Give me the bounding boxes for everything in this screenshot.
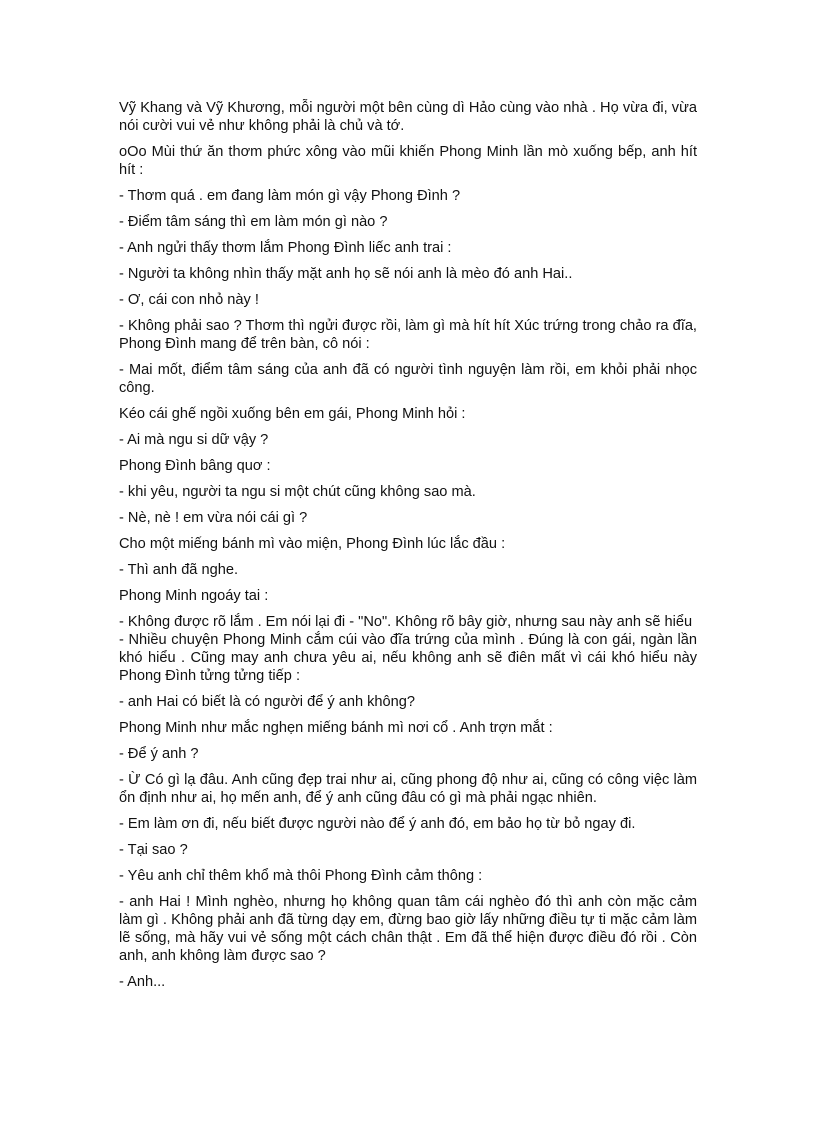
paragraph: Kéo cái ghế ngồi xuống bên em gái, Phong Minh hỏi : — [119, 406, 466, 422]
paragraph: Phong Minh ngoáy tai : — [119, 588, 269, 604]
paragraph: - Không phải sao ? Thơm thì ngửi được rồi, làm gì mà hít hít Xúc trứng trong chảo ra đĩa, Phong Đình mang để trên bàn, cô nói : — [119, 318, 697, 352]
paragraph: oOo Mùi thứ ăn thơm phức xông vào mũi khiến Phong Minh lần mò xuống bếp, anh hít hít : — [119, 144, 697, 178]
paragraph: - Ai mà ngu si dữ vậy ? — [119, 432, 269, 448]
paragraph: Phong Minh như mắc nghẹn miếng bánh mì nơi cổ . Anh trợn mắt : — [119, 720, 553, 736]
paragraph: - Để ý anh ? — [119, 746, 199, 762]
document-page — [119, 99, 697, 999]
paragraph: Phong Đình bâng quơ : — [119, 458, 271, 474]
paragraph: - anh Hai có biết là có người để ý anh không? — [119, 694, 415, 710]
paragraph: - anh Hai ! Mình nghèo, nhưng họ không quan tâm cái nghèo đó thì anh còn mặc cảm làm gì . Không phải anh đã từng dạy em, đừng bao giờ lấy những điều tự ti mặc cảm làm lẽ sống, mà hãy vui vẻ sống một cách chân thật . Em đã thể hiện được điều đó rồi . Còn anh, anh không làm được sao ? — [119, 894, 697, 964]
paragraph: - Ừ Có gì lạ đâu. Anh cũng đẹp trai như ai, cũng phong độ như ai, cũng có công việc làm ổn định như ai, họ mến anh, để ý anh cũng đâu có gì mà phải ngạc nhiên. — [119, 772, 697, 806]
paragraph: - Ơ, cái con nhỏ này ! — [119, 292, 259, 308]
paragraph: - Điểm tâm sáng thì em làm món gì nào ? — [119, 214, 388, 230]
paragraph: - khi yêu, người ta ngu si một chút cũng không sao mà. — [119, 484, 476, 500]
paragraph: - Anh ngửi thấy thơm lắm Phong Đình liếc anh trai : — [119, 240, 452, 256]
paragraph: - Em làm ơn đi, nếu biết được người nào để ý anh đó, em bảo họ từ bỏ ngay đi. — [119, 816, 636, 832]
paragraph: - Mai mốt, điểm tâm sáng của anh đã có người tình nguyện làm rồi, em khỏi phải nhọc công. — [119, 362, 697, 396]
paragraph: - Nè, nè ! em vừa nói cái gì ? — [119, 510, 308, 526]
paragraph: - Thơm quá . em đang làm món gì vậy Phong Đình ? — [119, 188, 461, 204]
paragraph: Vỹ Khang và Vỹ Khương, mỗi người một bên cùng dì Hảo cùng vào nhà . Họ vừa đi, vừa nói cười vui vẻ như không phải là chủ và tớ. — [119, 100, 697, 134]
paragraph: - Yêu anh chỉ thêm khổ mà thôi Phong Đình cảm thông : — [119, 868, 483, 884]
paragraph: - Tại sao ? — [119, 842, 188, 858]
paragraph: - Không được rõ lắm . Em nói lại đi - "No". Không rõ bây giờ, nhưng sau này anh sẽ hiểu — [119, 614, 693, 630]
paragraph: - Anh... — [119, 974, 166, 990]
paragraph: Cho một miếng bánh mì vào miện, Phong Đình lúc lắc đầu : — [119, 536, 506, 552]
paragraph: - Người ta không nhìn thấy mặt anh họ sẽ nói anh là mèo đó anh Hai.. — [119, 266, 573, 282]
paragraph: - Thì anh đã nghe. — [119, 562, 239, 578]
paragraph: - Nhiều chuyện Phong Minh cắm cúi vào đĩa trứng của mình . Đúng là con gái, ngàn lần khó hiểu . Cũng may anh chưa yêu ai, nếu không anh sẽ điên mất vì cái khó hiểu này Phong Đình tửng tửng tiếp : — [119, 632, 697, 684]
